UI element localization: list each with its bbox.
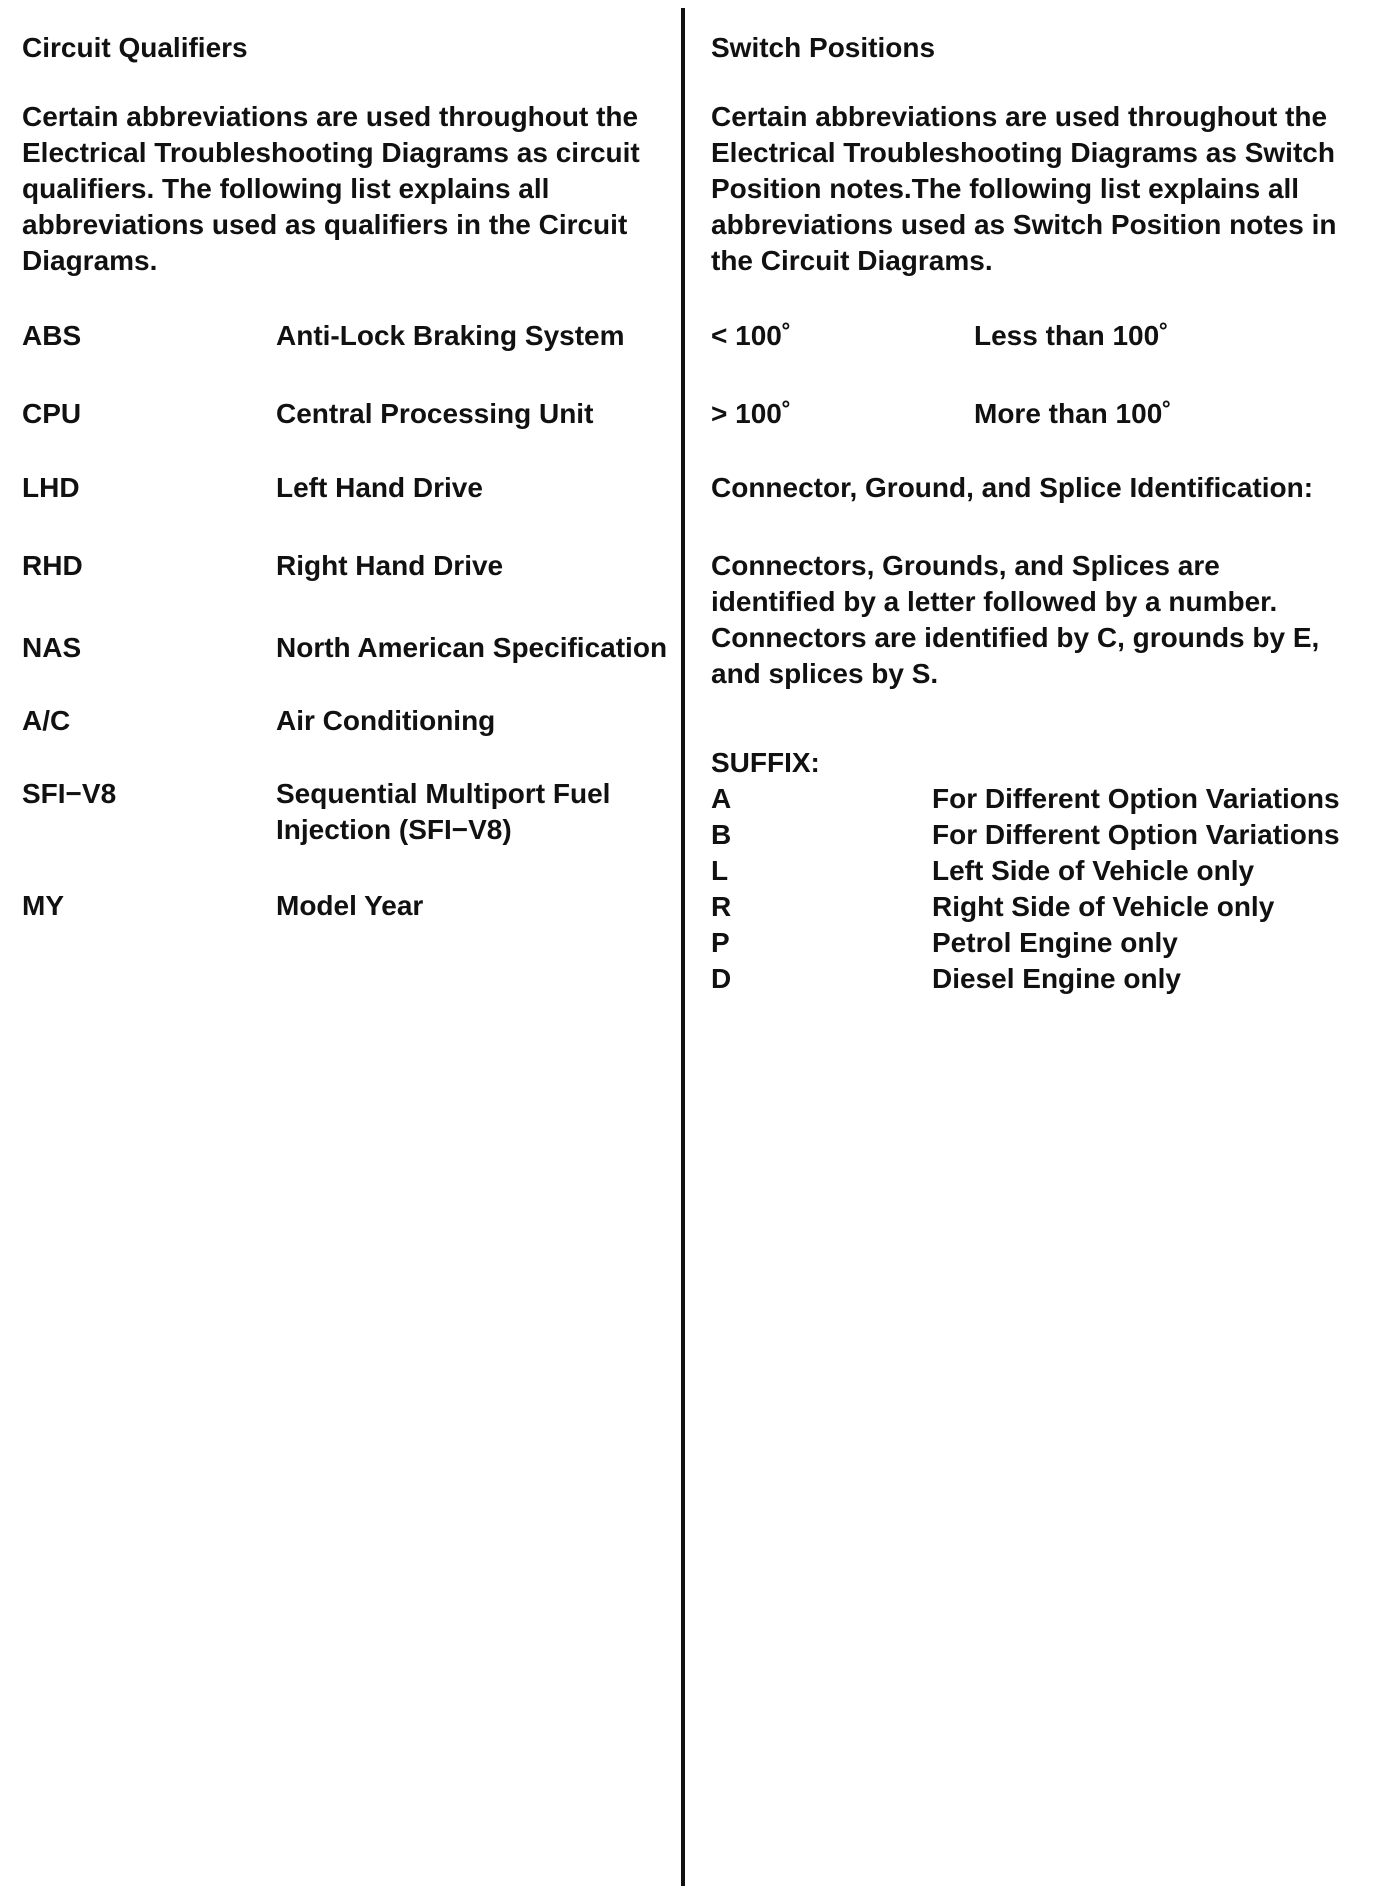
switch-abbr: < 100˚: [711, 320, 792, 351]
suffix-desc: Left Side of Vehicle only: [932, 855, 1255, 886]
qualifier-desc: Central Processing Unit: [276, 398, 594, 429]
qualifier-abbr: SFI−V8: [22, 778, 117, 809]
qualifier-desc: Sequential Multiport Fuel Injection (SFI−V8): [276, 778, 611, 845]
switch-desc: More than 100˚: [974, 398, 1172, 429]
identification-text: Connectors, Grounds, and Splices are identified by a letter followed by a number. Connectors are identified by C, grounds by E, and splices by S.: [711, 550, 1320, 689]
qualifier-abbr: NAS: [22, 632, 82, 663]
qualifier-abbr: CPU: [22, 398, 82, 429]
suffix-code: B: [711, 819, 732, 850]
suffix-desc: Diesel Engine only: [932, 963, 1181, 994]
qualifier-abbr: LHD: [22, 472, 80, 503]
switch-desc: Less than 100˚: [974, 320, 1169, 351]
qualifier-abbr: MY: [22, 890, 64, 921]
suffix-code: L: [711, 855, 729, 886]
column-divider: [681, 8, 685, 1886]
switch-positions-section: [711, 30, 1351, 994]
qualifier-abbr: ABS: [22, 320, 82, 351]
identification-heading: Connector, Ground, and Splice Identification:: [711, 472, 1314, 503]
suffix-code: A: [711, 783, 732, 814]
qualifier-desc: Model Year: [276, 890, 424, 921]
suffix-desc: Right Side of Vehicle only: [932, 891, 1275, 922]
qualifier-desc: Anti-Lock Braking System: [276, 320, 625, 351]
suffix-code: D: [711, 963, 732, 994]
circuit-qualifiers-section: [22, 30, 668, 921]
circuit-qualifiers-heading: Circuit Qualifiers: [22, 32, 248, 63]
switch-positions-heading: Switch Positions: [711, 32, 936, 63]
qualifier-abbr: RHD: [22, 550, 83, 581]
suffix-heading: SUFFIX:: [711, 747, 820, 778]
switch-positions-intro: Certain abbreviations are used throughout the Electrical Troubleshooting Diagrams as Switch Position notes.The following list explains all abbreviations used as Switch Position notes in the Circuit Diagrams.: [711, 101, 1337, 276]
suffix-desc: For Different Option Variations: [932, 783, 1340, 814]
qualifier-desc: Left Hand Drive: [276, 472, 483, 503]
switch-abbr: > 100˚: [711, 398, 792, 429]
suffix-desc: For Different Option Variations: [932, 819, 1340, 850]
qualifier-desc: Right Hand Drive: [276, 550, 504, 581]
qualifier-abbr: A/C: [22, 705, 71, 736]
suffix-desc: Petrol Engine only: [932, 927, 1178, 958]
circuit-qualifiers-intro: Certain abbreviations are used throughout the Electrical Troubleshooting Diagrams as circuit qualifiers. The following list explains all abbreviations used as qualifiers in the Circuit Diagrams.: [22, 101, 640, 276]
suffix-code: P: [711, 927, 730, 958]
qualifier-desc: North American Specification: [276, 632, 668, 663]
suffix-code: R: [711, 891, 732, 922]
qualifier-desc: Air Conditioning: [276, 705, 496, 736]
